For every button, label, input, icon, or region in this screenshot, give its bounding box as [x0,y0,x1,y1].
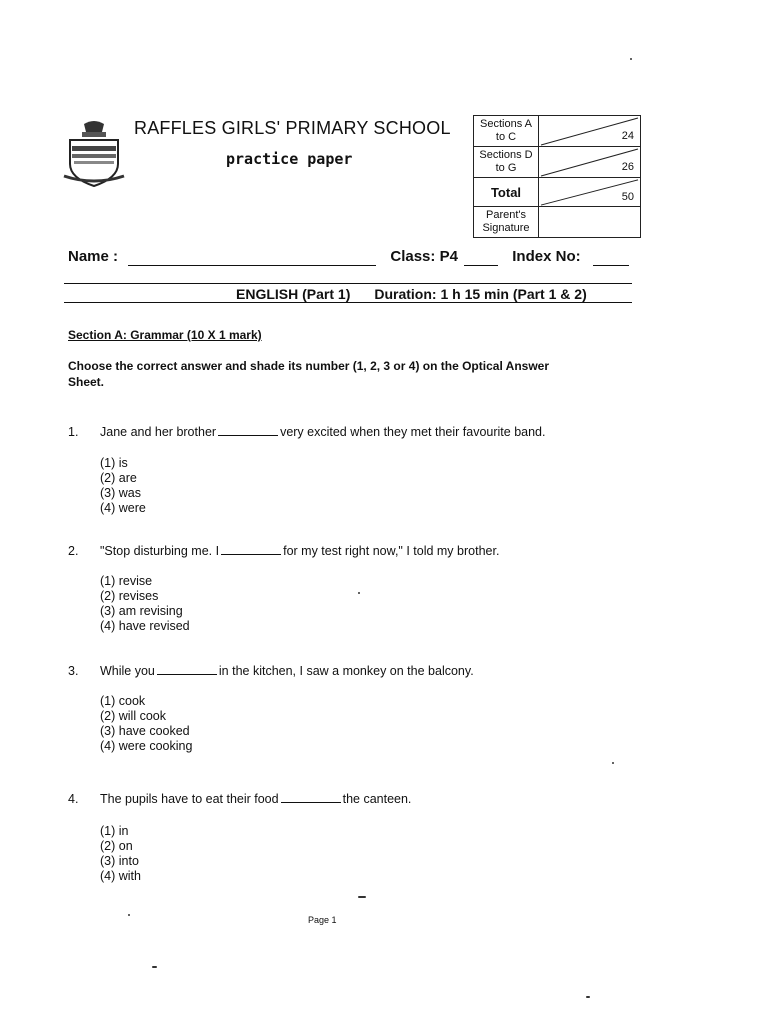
index-field[interactable] [593,248,629,266]
scan-speck [612,762,614,764]
marks-row [474,207,641,238]
subject-title: ENGLISH (Part 1) [236,286,351,302]
answer-blank [157,674,217,675]
marks-cell [539,178,641,207]
marks-label: Sections A to C [474,116,539,147]
option-list [100,694,192,754]
marks-cell [539,147,641,178]
index-label: Index No: [512,248,581,265]
question-number: 3. [68,664,79,678]
question-stem [68,792,411,806]
marks-cell [539,116,641,147]
answer-blank [218,435,278,436]
question-text-before: Jane and her brother [100,425,217,439]
option-list [100,824,141,884]
option[interactable]: (3) am revising [100,604,183,618]
question-text-after: in the kitchen, I saw a monkey on the balcony. [218,664,474,678]
marks-label: Sections D to G [474,147,539,178]
option[interactable]: (3) was [100,486,141,500]
answer-blank [281,802,341,803]
option[interactable]: (2) revises [100,589,159,603]
marks-label: Parent's Signature [474,207,539,238]
scan-speck [358,592,360,594]
question-number: 2. [68,544,79,558]
option[interactable]: (4) were [100,501,146,515]
marks-value: 26 [621,161,634,173]
option[interactable]: (2) on [100,839,133,853]
option[interactable]: (3) into [100,854,139,868]
option[interactable]: (2) will cook [100,709,166,723]
page-number: Page 1 [308,915,337,925]
student-details-row [68,248,638,266]
option[interactable]: (3) have cooked [100,724,190,738]
option[interactable]: (2) are [100,471,137,485]
name-label: Name : [68,248,119,265]
divider [64,302,632,303]
option[interactable]: (1) revise [100,574,153,588]
question-text-before: "Stop disturbing me. I [100,544,220,558]
school-crest-logo [62,120,126,188]
option-list [100,574,190,634]
question-number: 1. [68,425,79,439]
duration-text: Duration: 1 h 15 min (Part 1 & 2) [374,286,587,302]
option[interactable]: (1) is [100,456,128,470]
option[interactable]: (4) have revised [100,619,190,633]
section-instruction: Choose the correct answer and shade its number (1, 2, 3 or 4) on the Optical Answer Sheet. [68,359,550,389]
question-text-after: very excited when they met their favourite band. [280,425,546,439]
marks-row [474,147,641,178]
section-heading: Section A: Grammar (10 X 1 mark) [68,328,262,342]
paper-subtitle: practice paper [226,150,353,168]
name-field[interactable] [128,248,376,266]
scan-speck [630,58,632,60]
school-name: RAFFLES GIRLS' PRIMARY SCHOOL [134,118,451,138]
scan-speck [586,996,590,998]
marks-value: 50 [621,191,634,203]
question-text-after: for my test right now," I told my brother. [283,544,500,558]
question-text-before: While you [100,664,155,678]
scan-speck [128,914,130,916]
question-stem [68,544,499,558]
question-text-after: the canteen. [342,792,412,806]
subject-row [236,286,587,302]
marks-row [474,178,641,207]
option[interactable]: (4) with [100,869,141,883]
option[interactable]: (1) in [100,824,129,838]
question-stem [68,664,474,678]
answer-blank [221,554,281,555]
question-text-before: The pupils have to eat their food [100,792,279,806]
marks-value: 24 [621,130,634,142]
question-number: 4. [68,792,79,806]
option[interactable]: (1) cook [100,694,146,708]
class-label: Class: P4 [390,248,458,265]
marks-table [473,115,641,238]
class-field[interactable] [464,248,498,266]
marks-row [474,116,641,147]
option-list [100,456,146,516]
signature-box[interactable] [539,207,641,238]
scan-speck [358,896,366,898]
divider [64,283,632,284]
marks-label: Total [474,178,539,207]
scan-speck [152,966,157,968]
question-stem [68,425,545,439]
option[interactable]: (4) were cooking [100,739,193,753]
